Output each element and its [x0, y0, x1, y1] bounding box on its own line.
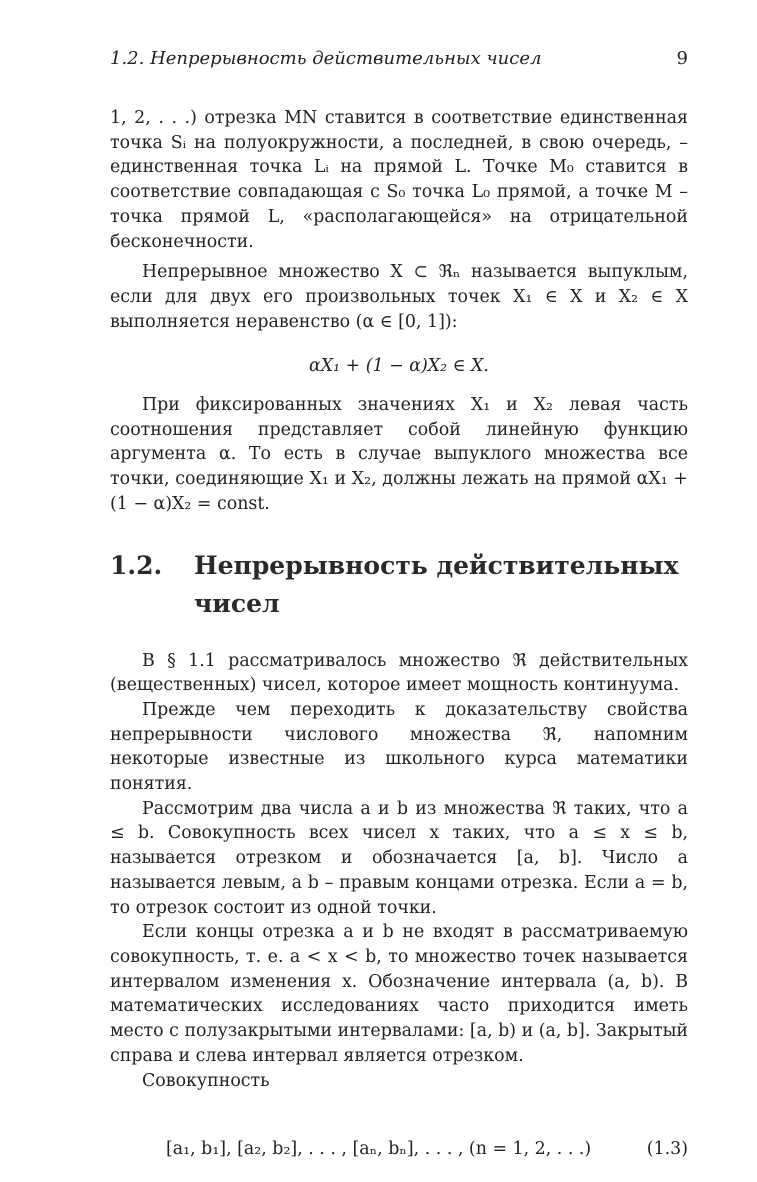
convexity-formula: αX₁ + (1 − α)X₂ ∈ X. — [309, 356, 489, 377]
paragraph-convex-set: Непрерывное множество X ⊂ ℜₙ называется выпуклым, если для двух его произвольных точек X₁ ∈ X и X₂ ∈ X выполняется неравенство (α ∈ [0, 1]): — [110, 262, 688, 332]
paragraph-interval-definition: Если концы отрезка a и b не входят в рассматриваемую совокупность, т. е. a < x < b, то множество точек называется интервалом изменения x. Обозначение интервала (a, b). В математических исследованиях часто приходится иметь место с полузакрытыми интервалами: [a, b) и (a, b]. Закрытый справа и слева интервал является отрезком. — [110, 922, 688, 1066]
paragraph-set-intro: Совокупность — [142, 1070, 270, 1091]
body-text — [110, 106, 688, 1167]
section-number: 1.2. — [110, 550, 163, 580]
paragraph-continuation: 1, 2, . . .) отрезка MN ставится в соответствие единственная точка Sᵢ на полуокружности, а последней, в свою очередь, – единственная точка Lᵢ на прямой L. Точке M₀ ставится в соответствие совпадающая с S₀ точка L₀ прямой, а точке M – точка прямой L, «располагающейся» на отрицательной бесконечности. — [110, 108, 688, 252]
paragraph-continuity-intro: Прежде чем переходить к доказательству свойства непрерывности числового множества ℜ, напомним некоторые известные из школьного курса математики понятия. — [110, 699, 688, 795]
running-head — [110, 48, 688, 72]
equation-body: [a₁, b₁], [a₂, b₂], . . . , [aₙ, bₙ], . . . , (n = 1, 2, . . .) — [166, 1139, 592, 1160]
section-title: Непрерывность действительных чисел — [194, 550, 679, 618]
equation-number: (1.3) — [646, 1139, 688, 1160]
paragraph-real-numbers: В § 1.1 рассматривалось множество ℜ действительных (вещественных) чисел, которое имеет мощность континуума. — [110, 650, 688, 696]
paragraph-linear-function: При фиксированных значениях X₁ и X₂ левая часть соотношения представляет собой линейную функцию аргумента α. То есть в случае выпуклого множества все точки, соединяющие X₁ и X₂, должны лежать на прямой αX₁ + (1 − α)X₂ = const. — [110, 395, 688, 514]
section-heading — [110, 547, 688, 623]
equation-1-3 — [110, 1137, 688, 1167]
running-head-title: 1.2. Непрерывность действительных чисел — [110, 48, 542, 69]
paragraph-segment-definition: Рассмотрим два числа a и b из множества ℜ таких, что a ≤ b. Совокупность всех чисел x таких, что a ≤ x ≤ b, называется отрезком и обозначается [a, b]. Число a называется левым, а b – правым концами отрезка. Если a = b, то отрезок состоит из одной точки. — [110, 798, 688, 918]
page-number: 9 — [676, 48, 688, 69]
